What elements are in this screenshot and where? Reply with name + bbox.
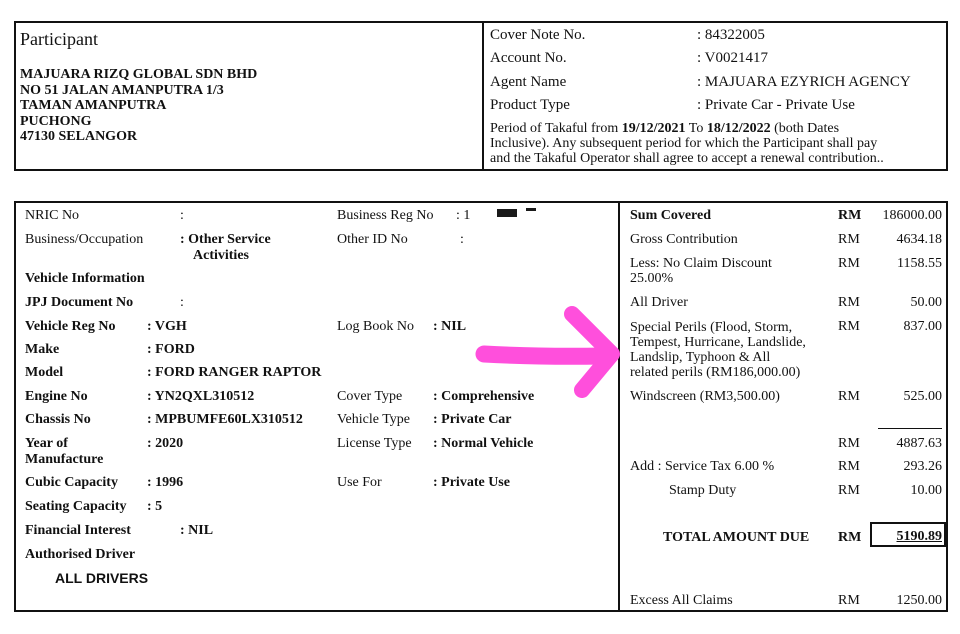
license-value: : Normal Vehicle [433,436,534,451]
sum-covered-label: Sum Covered [630,208,712,223]
make-label: Make [25,342,60,357]
cc-label: Cubic Capacity [25,475,118,490]
address-line: PUCHONG [20,113,92,129]
cc-value: : 1996 [147,475,184,490]
period-text: and the Takaful Operator shall agree to accept a renewal contribution.. [490,151,884,166]
other-id-label: Other ID No [337,232,408,247]
stamp-duty-label: Stamp Duty [669,483,737,498]
cover-type-value: : Comprehensive [433,389,535,404]
excess-currency: RM [838,593,860,608]
financial-value: : NIL [180,523,214,538]
business-value-cont: Activities [193,248,249,263]
license-label: License Type [337,436,412,451]
cover-note-label: Cover Note No. [490,27,586,43]
arrow-right-icon [470,300,630,400]
business-reg-value: : 1 [456,208,471,223]
business-label: Business/Occupation [25,232,144,247]
windscreen-currency: RM [838,389,860,404]
participant-label: Participant [20,29,98,49]
redaction-mark [497,209,517,217]
chassis-value: : MPBUMFE60LX310512 [147,412,303,427]
account-value: : V0021417 [697,50,768,66]
windscreen-value: 525.00 [903,389,942,404]
make-value: : FORD [147,342,195,357]
engine-value: : YN2QXL310512 [147,389,255,404]
windscreen-label: Windscreen (RM3,500.00) [630,389,780,404]
perils-currency: RM [838,319,860,334]
stamp-duty-currency: RM [838,483,860,498]
other-id-colon: : [460,232,464,247]
product-label: Product Type [490,97,570,113]
gross-label: Gross Contribution [630,232,738,247]
panel-divider [618,201,620,612]
model-label: Model [25,365,64,380]
year-value: : 2020 [147,436,184,451]
period-text: Period of Takaful from [490,121,622,136]
model-value: : FORD RANGER RAPTOR [147,365,322,380]
seating-label: Seating Capacity [25,499,127,514]
subtotal-currency: RM [838,436,860,451]
gross-value: 4634.18 [896,232,942,247]
period-text: To [685,121,707,136]
business-value: : Other Service [180,232,271,247]
excess-label: Excess All Claims [630,593,733,608]
address-line: TAMAN AMANPUTRA [20,98,167,114]
financial-label: Financial Interest [25,523,131,538]
year-label-cont: Manufacture [25,452,104,467]
ncd-value: 1158.55 [897,256,942,271]
service-tax-currency: RM [838,459,860,474]
address-line: MAJUARA RIZQ GLOBAL SDN BHD [20,67,258,82]
engine-label: Engine No [25,389,88,404]
jpj-label: JPJ Document No [25,295,134,310]
perils-line: Special Perils (Flood, Storm, [630,320,793,335]
perils-value: 837.00 [903,319,942,334]
reg-value: : VGH [147,319,187,334]
all-driver-value: 50.00 [910,295,942,310]
sum-covered-currency: RM [838,208,862,223]
period-to: 18/12/2022 [706,121,771,136]
total-due-label: TOTAL AMOUNT DUE [663,530,810,545]
excess-value: 1250.00 [896,593,942,608]
agent-label: Agent Name [490,74,567,90]
ncd-currency: RM [838,256,860,271]
subtotal-rule [878,428,942,429]
ncd-label: Less: No Claim Discount [630,256,772,271]
ncd-label-cont: 25.00% [630,271,674,286]
vehicle-type-label: Vehicle Type [337,412,411,427]
use-label: Use For [337,475,382,490]
all-driver-currency: RM [838,295,860,310]
use-value: : Private Use [433,475,510,490]
chassis-label: Chassis No [25,412,91,427]
perils-line: Tempest, Hurricane, Landslide, [630,335,806,350]
nric-label: NRIC No [25,208,80,223]
total-due-currency: RM [838,530,862,545]
logbook-value: : NIL [433,319,467,334]
vehicle-type-value: : Private Car [433,412,512,427]
logbook-label: Log Book No [337,319,414,334]
gross-currency: RM [838,232,860,247]
period-text: Inclusive). Any subsequent period for which the Participant shall pay [490,136,878,151]
all-driver-label: All Driver [630,295,688,310]
redaction-mark [526,208,536,211]
stamp-duty-value: 10.00 [910,483,942,498]
jpj-colon: : [180,295,184,310]
seating-value: : 5 [147,499,163,514]
cover-type-label: Cover Type [337,389,403,404]
sum-covered-value: 186000.00 [882,208,942,223]
service-tax-label: Add : Service Tax 6.00 % [630,459,775,474]
reg-label: Vehicle Reg No [25,319,116,334]
auth-driver-label: Authorised Driver [25,547,136,562]
nric-colon: : [180,208,184,223]
business-reg-label: Business Reg No [337,208,434,223]
period-of-takaful [490,121,884,166]
year-label: Year of [25,436,68,451]
agent-value: : MAJUARA EZYRICH AGENCY [697,74,911,90]
perils-line: related perils (RM186,000.00) [630,365,801,380]
subtotal-value: 4887.63 [896,436,942,451]
period-text: (both Dates [770,121,840,136]
account-label: Account No. [490,50,567,66]
address-line: 47130 SELANGOR [20,129,138,145]
auth-driver-value: ALL DRIVERS [55,570,149,586]
product-value: : Private Car - Private Use [697,97,855,113]
arrow-shaft [484,354,602,356]
vehicle-info-heading: Vehicle Information [25,271,145,286]
total-due-value: 5190.89 [896,529,942,544]
address-line: NO 51 JALAN AMANPUTRA 1/3 [20,82,224,98]
period-from: 19/12/2021 [621,121,686,136]
participant-address [20,67,257,145]
vehicle-details-panel [14,201,948,612]
special-perils-label [630,320,806,380]
cover-note-value: : 84322005 [697,27,765,43]
service-tax-value: 293.26 [903,459,942,474]
perils-line: Landslip, Typhoon & All [630,350,771,365]
